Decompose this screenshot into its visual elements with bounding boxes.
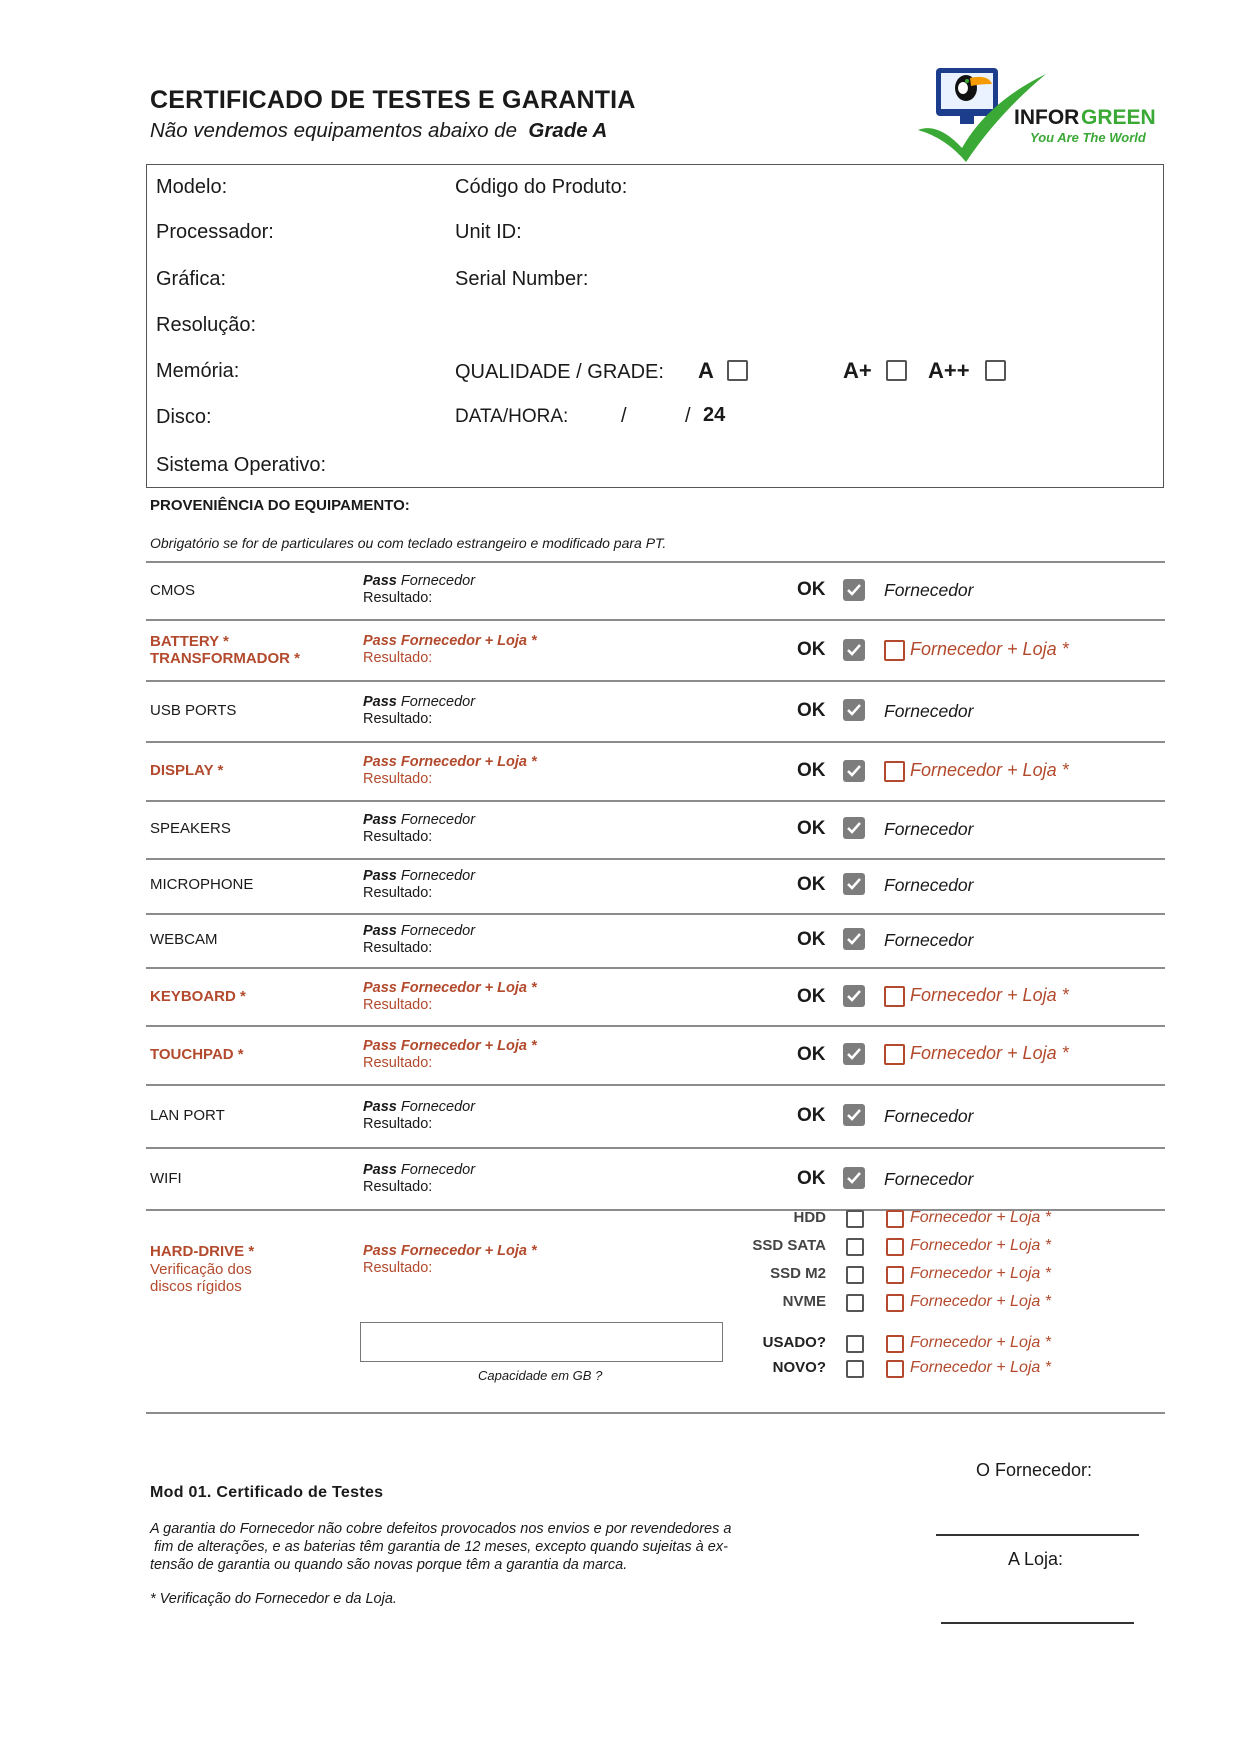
row-divider <box>146 913 1165 915</box>
pass-who: Fornecedor <box>400 694 476 710</box>
ok-label: OK <box>797 760 826 781</box>
ok-label: OK <box>797 700 826 721</box>
ok-checkbox-checked[interactable] <box>843 928 865 950</box>
row-divider <box>146 680 1165 682</box>
drive-ssd-m2-verify: Fornecedor + Loja * <box>910 1265 1051 1282</box>
row-divider <box>146 1084 1165 1086</box>
verify-fornecedor: Fornecedor <box>884 580 974 600</box>
verify-fornecedor: Fornecedor <box>884 1106 974 1126</box>
proveniencia-note: Obrigatório se for de particulares ou com teclado estrangeiro e modificado para PT. <box>150 535 667 551</box>
result-label: Resultado: <box>363 1179 433 1195</box>
drive-hdd-verify: Fornecedor + Loja * <box>910 1209 1051 1226</box>
pass-who: Fornecedor <box>400 923 476 939</box>
ok-checkbox-checked[interactable] <box>843 1043 865 1065</box>
test-name-battery <box>150 633 300 667</box>
qualidade-grade-label: QUALIDADE / GRADE: <box>455 361 664 383</box>
date-slash-2: / <box>685 405 691 427</box>
resolucao-label: Resolução: <box>156 314 257 336</box>
pass-word: Pass <box>363 694 397 710</box>
ok-label: OK <box>797 1168 826 1189</box>
test-name-hard-drive: HARD-DRIVE * <box>150 1243 255 1260</box>
sistema-operativo-label: Sistema Operativo: <box>156 454 327 476</box>
check-icon <box>846 1107 862 1123</box>
verify-fornecedor: Fornecedor <box>884 875 974 895</box>
subtitle-text: Não vendemos equipamentos abaixo de <box>150 119 517 142</box>
warranty-line: A garantia do Fornecedor não cobre defeitos provocados nos envios e por revendedores a <box>150 1521 732 1537</box>
drive-novo-checkbox[interactable] <box>846 1360 864 1378</box>
check-icon <box>846 642 862 658</box>
drive-type-hdd: HDD <box>793 1209 826 1226</box>
test-name-cmos: CMOS <box>150 582 195 599</box>
drive-usado-verify: Fornecedor + Loja * <box>910 1334 1051 1351</box>
verify-fornecedor: Fornecedor <box>884 930 974 950</box>
grade-a-checkbox[interactable] <box>727 360 748 381</box>
grade-a-plus-checkbox[interactable] <box>886 360 907 381</box>
test-pass-speakers <box>363 812 475 846</box>
row-divider <box>146 1412 1165 1414</box>
result-label: Resultado: <box>363 1055 433 1071</box>
result-label: Resultado: <box>363 885 433 901</box>
test-name-wifi: WIFI <box>150 1170 182 1187</box>
serial-number-label: Serial Number: <box>455 268 589 290</box>
logo-brand-green: GREEN <box>1081 106 1156 129</box>
check-icon <box>846 876 862 892</box>
ok-label: OK <box>797 929 826 950</box>
row-divider <box>146 967 1165 969</box>
hard-drive-desc-line1: Verificação dos <box>150 1261 252 1278</box>
processador-label: Processador: <box>156 221 274 243</box>
check-icon <box>846 988 862 1004</box>
ok-checkbox-checked[interactable] <box>843 873 865 895</box>
ok-checkbox-checked[interactable] <box>843 579 865 601</box>
logo-graphic-icon <box>918 52 1168 164</box>
footnote: * Verificação do Fornecedor e da Loja. <box>150 1591 397 1607</box>
hard-drive-description <box>150 1261 252 1295</box>
ok-label: OK <box>797 579 826 600</box>
test-name-keyboard: KEYBOARD * <box>150 988 246 1005</box>
result-label: Resultado: <box>363 711 433 727</box>
pass-word: Pass <box>363 573 397 589</box>
pass-word: Pass <box>363 923 397 939</box>
result-label: Resultado: <box>363 771 433 787</box>
test-name-lan-port: LAN PORT <box>150 1107 225 1124</box>
logo-tagline: You Are The World <box>1030 130 1146 145</box>
check-icon <box>846 1170 862 1186</box>
ok-checkbox-checked[interactable] <box>843 817 865 839</box>
fornecedor-signature-line[interactable] <box>936 1534 1139 1536</box>
ok-checkbox-checked[interactable] <box>843 985 865 1007</box>
drive-ssd-m2-checkbox[interactable] <box>846 1266 864 1284</box>
test-name-display: DISPLAY * <box>150 762 224 779</box>
pass-word: Pass <box>363 1162 397 1178</box>
test-pass-hard-drive <box>363 1243 537 1277</box>
row-divider <box>146 800 1165 802</box>
inforgreen-logo <box>918 52 1168 164</box>
test-pass-cmos <box>363 573 475 607</box>
test-name-microphone: MICROPHONE <box>150 876 254 893</box>
pass-text: Pass Fornecedor + Loja * <box>363 1243 537 1259</box>
row-divider <box>146 1147 1165 1149</box>
row-divider <box>146 561 1165 563</box>
unit-id-label: Unit ID: <box>455 221 522 243</box>
check-icon <box>846 820 862 836</box>
check-icon <box>846 931 862 947</box>
test-pass-battery <box>363 633 537 667</box>
grade-a-plus-label: A+ <box>843 358 872 383</box>
ok-label: OK <box>797 639 826 660</box>
test-pass-microphone <box>363 868 475 902</box>
model-reference: Mod 01. Certificado de Testes <box>150 1484 384 1501</box>
fornecedor-signature-label: O Fornecedor: <box>976 1460 1093 1480</box>
ok-checkbox-checked[interactable] <box>843 1167 865 1189</box>
pass-word: Pass <box>363 868 397 884</box>
test-pass-display <box>363 754 537 788</box>
ok-label: OK <box>797 874 826 895</box>
row-divider <box>146 1025 1165 1027</box>
ok-checkbox-checked[interactable] <box>843 639 865 661</box>
hard-drive-desc-line2: discos rígidos <box>150 1278 242 1295</box>
drive-hdd-verify-checkbox[interactable] <box>886 1210 904 1228</box>
codigo-produto-label: Código do Produto: <box>455 176 628 198</box>
capacity-input[interactable] <box>360 1322 723 1362</box>
test-name-touchpad: TOUCHPAD * <box>150 1046 244 1063</box>
warranty-text <box>150 1520 770 1574</box>
grade-a-plus-plus-checkbox[interactable] <box>985 360 1006 381</box>
test-pass-webcam <box>363 923 475 957</box>
drive-ssd-sata-checkbox[interactable] <box>846 1238 864 1256</box>
test-name-webcam: WEBCAM <box>150 931 218 948</box>
drive-nvme-checkbox[interactable] <box>846 1294 864 1312</box>
pass-word: Pass <box>363 812 397 828</box>
document-title: CERTIFICADO DE TESTES E GARANTIA <box>150 86 636 114</box>
loja-signature-line[interactable] <box>941 1622 1134 1624</box>
verify-loja-checkbox[interactable] <box>884 1044 905 1065</box>
test-pass-lan-port <box>363 1099 475 1133</box>
drive-novo-verify: Fornecedor + Loja * <box>910 1359 1051 1376</box>
check-icon <box>846 582 862 598</box>
pass-who: Fornecedor <box>400 573 476 589</box>
drive-usado-verify-checkbox[interactable] <box>886 1335 904 1353</box>
verify-loja-checkbox[interactable] <box>884 986 905 1007</box>
disco-label: Disco: <box>156 406 212 428</box>
result-label: Resultado: <box>363 997 433 1013</box>
pass-who: Fornecedor <box>400 1162 476 1178</box>
test-pass-wifi <box>363 1162 475 1196</box>
verify-loja-checkbox[interactable] <box>884 761 905 782</box>
result-label: Resultado: <box>363 590 433 606</box>
modelo-label: Modelo: <box>156 176 228 198</box>
date-slash-1: / <box>621 405 627 427</box>
pass-who: Fornecedor <box>400 812 476 828</box>
proveniencia-title: PROVENIÊNCIA DO EQUIPAMENTO: <box>150 497 410 514</box>
drive-ssd-sata-verify-checkbox[interactable] <box>886 1238 904 1256</box>
test-name-speakers: SPEAKERS <box>150 820 231 837</box>
pass-text: Pass Fornecedor + Loja * <box>363 754 537 770</box>
ok-label: OK <box>797 1105 826 1126</box>
pass-text: Pass Fornecedor + Loja * <box>363 980 537 996</box>
warranty-line: fim de alterações, e as baterias têm garantia de 12 meses, excepto quando sujeitas à ex- <box>150 1539 728 1555</box>
ok-label: OK <box>797 1044 826 1065</box>
battery-label: BATTERY * <box>150 633 229 650</box>
logo-brand-dark: INFOR <box>1014 106 1080 129</box>
drive-type-nvme: NVME <box>782 1293 826 1310</box>
verify-fornecedor-loja: Fornecedor + Loja * <box>910 1043 1069 1063</box>
transformador-label: TRANSFORMADOR * <box>150 650 300 667</box>
row-divider <box>146 741 1165 743</box>
drive-nvme-verify: Fornecedor + Loja * <box>910 1293 1051 1310</box>
memoria-label: Memória: <box>156 360 240 382</box>
row-divider <box>146 619 1165 621</box>
grade-a-label: A <box>698 358 714 383</box>
data-hora-label: DATA/HORA: <box>455 406 569 427</box>
drive-novo-verify-checkbox[interactable] <box>886 1360 904 1378</box>
test-name-usb-ports: USB PORTS <box>150 702 237 719</box>
pass-text: Pass Fornecedor + Loja * <box>363 633 537 649</box>
check-icon <box>846 702 862 718</box>
ok-checkbox-checked[interactable] <box>843 1104 865 1126</box>
drive-type-ssd-sata: SSD SATA <box>752 1237 826 1254</box>
equipment-info-box <box>146 164 1164 488</box>
pass-who: Fornecedor <box>400 868 476 884</box>
result-label: Resultado: <box>363 650 433 666</box>
verify-fornecedor: Fornecedor <box>884 819 974 839</box>
warranty-line: tensão de garantia ou quando são novas porque têm a garantia da marca. <box>150 1557 628 1573</box>
test-pass-touchpad <box>363 1038 537 1072</box>
result-label: Resultado: <box>363 829 433 845</box>
test-pass-usb-ports <box>363 694 475 728</box>
document-subtitle <box>150 119 607 143</box>
drive-ssd-m2-verify-checkbox[interactable] <box>886 1266 904 1284</box>
verify-fornecedor: Fornecedor <box>884 1169 974 1189</box>
result-label: Resultado: <box>363 940 433 956</box>
drive-nvme-verify-checkbox[interactable] <box>886 1294 904 1312</box>
loja-signature-label: A Loja: <box>1008 1549 1064 1569</box>
drive-ssd-sata-verify: Fornecedor + Loja * <box>910 1237 1051 1254</box>
row-divider <box>146 858 1165 860</box>
capacity-label: Capacidade em GB ? <box>478 1368 603 1383</box>
ok-checkbox-checked[interactable] <box>843 760 865 782</box>
verify-fornecedor-loja: Fornecedor + Loja * <box>910 639 1069 659</box>
pass-word: Pass <box>363 1099 397 1115</box>
ok-label: OK <box>797 986 826 1007</box>
verify-loja-checkbox[interactable] <box>884 640 905 661</box>
result-label: Resultado: <box>363 1116 433 1132</box>
result-label: Resultado: <box>363 1260 433 1276</box>
ok-label: OK <box>797 818 826 839</box>
check-icon <box>846 763 862 779</box>
grafica-label: Gráfica: <box>156 268 227 290</box>
date-year: 24 <box>703 404 726 426</box>
test-pass-keyboard <box>363 980 537 1014</box>
grade-a-plus-plus-label: A++ <box>928 358 970 383</box>
drive-type-ssd-m2: SSD M2 <box>770 1265 826 1282</box>
subtitle-grade: Grade A <box>528 119 608 142</box>
drive-hdd-checkbox[interactable] <box>846 1210 864 1228</box>
pass-text: Pass Fornecedor + Loja * <box>363 1038 537 1054</box>
drive-novo-label: NOVO? <box>772 1359 826 1376</box>
ok-checkbox-checked[interactable] <box>843 699 865 721</box>
verify-fornecedor: Fornecedor <box>884 701 974 721</box>
verify-fornecedor-loja: Fornecedor + Loja * <box>910 985 1069 1005</box>
check-icon <box>846 1046 862 1062</box>
drive-usado-label: USADO? <box>762 1334 826 1351</box>
pass-who: Fornecedor <box>400 1099 476 1115</box>
drive-usado-checkbox[interactable] <box>846 1335 864 1353</box>
verify-fornecedor-loja: Fornecedor + Loja * <box>910 760 1069 780</box>
